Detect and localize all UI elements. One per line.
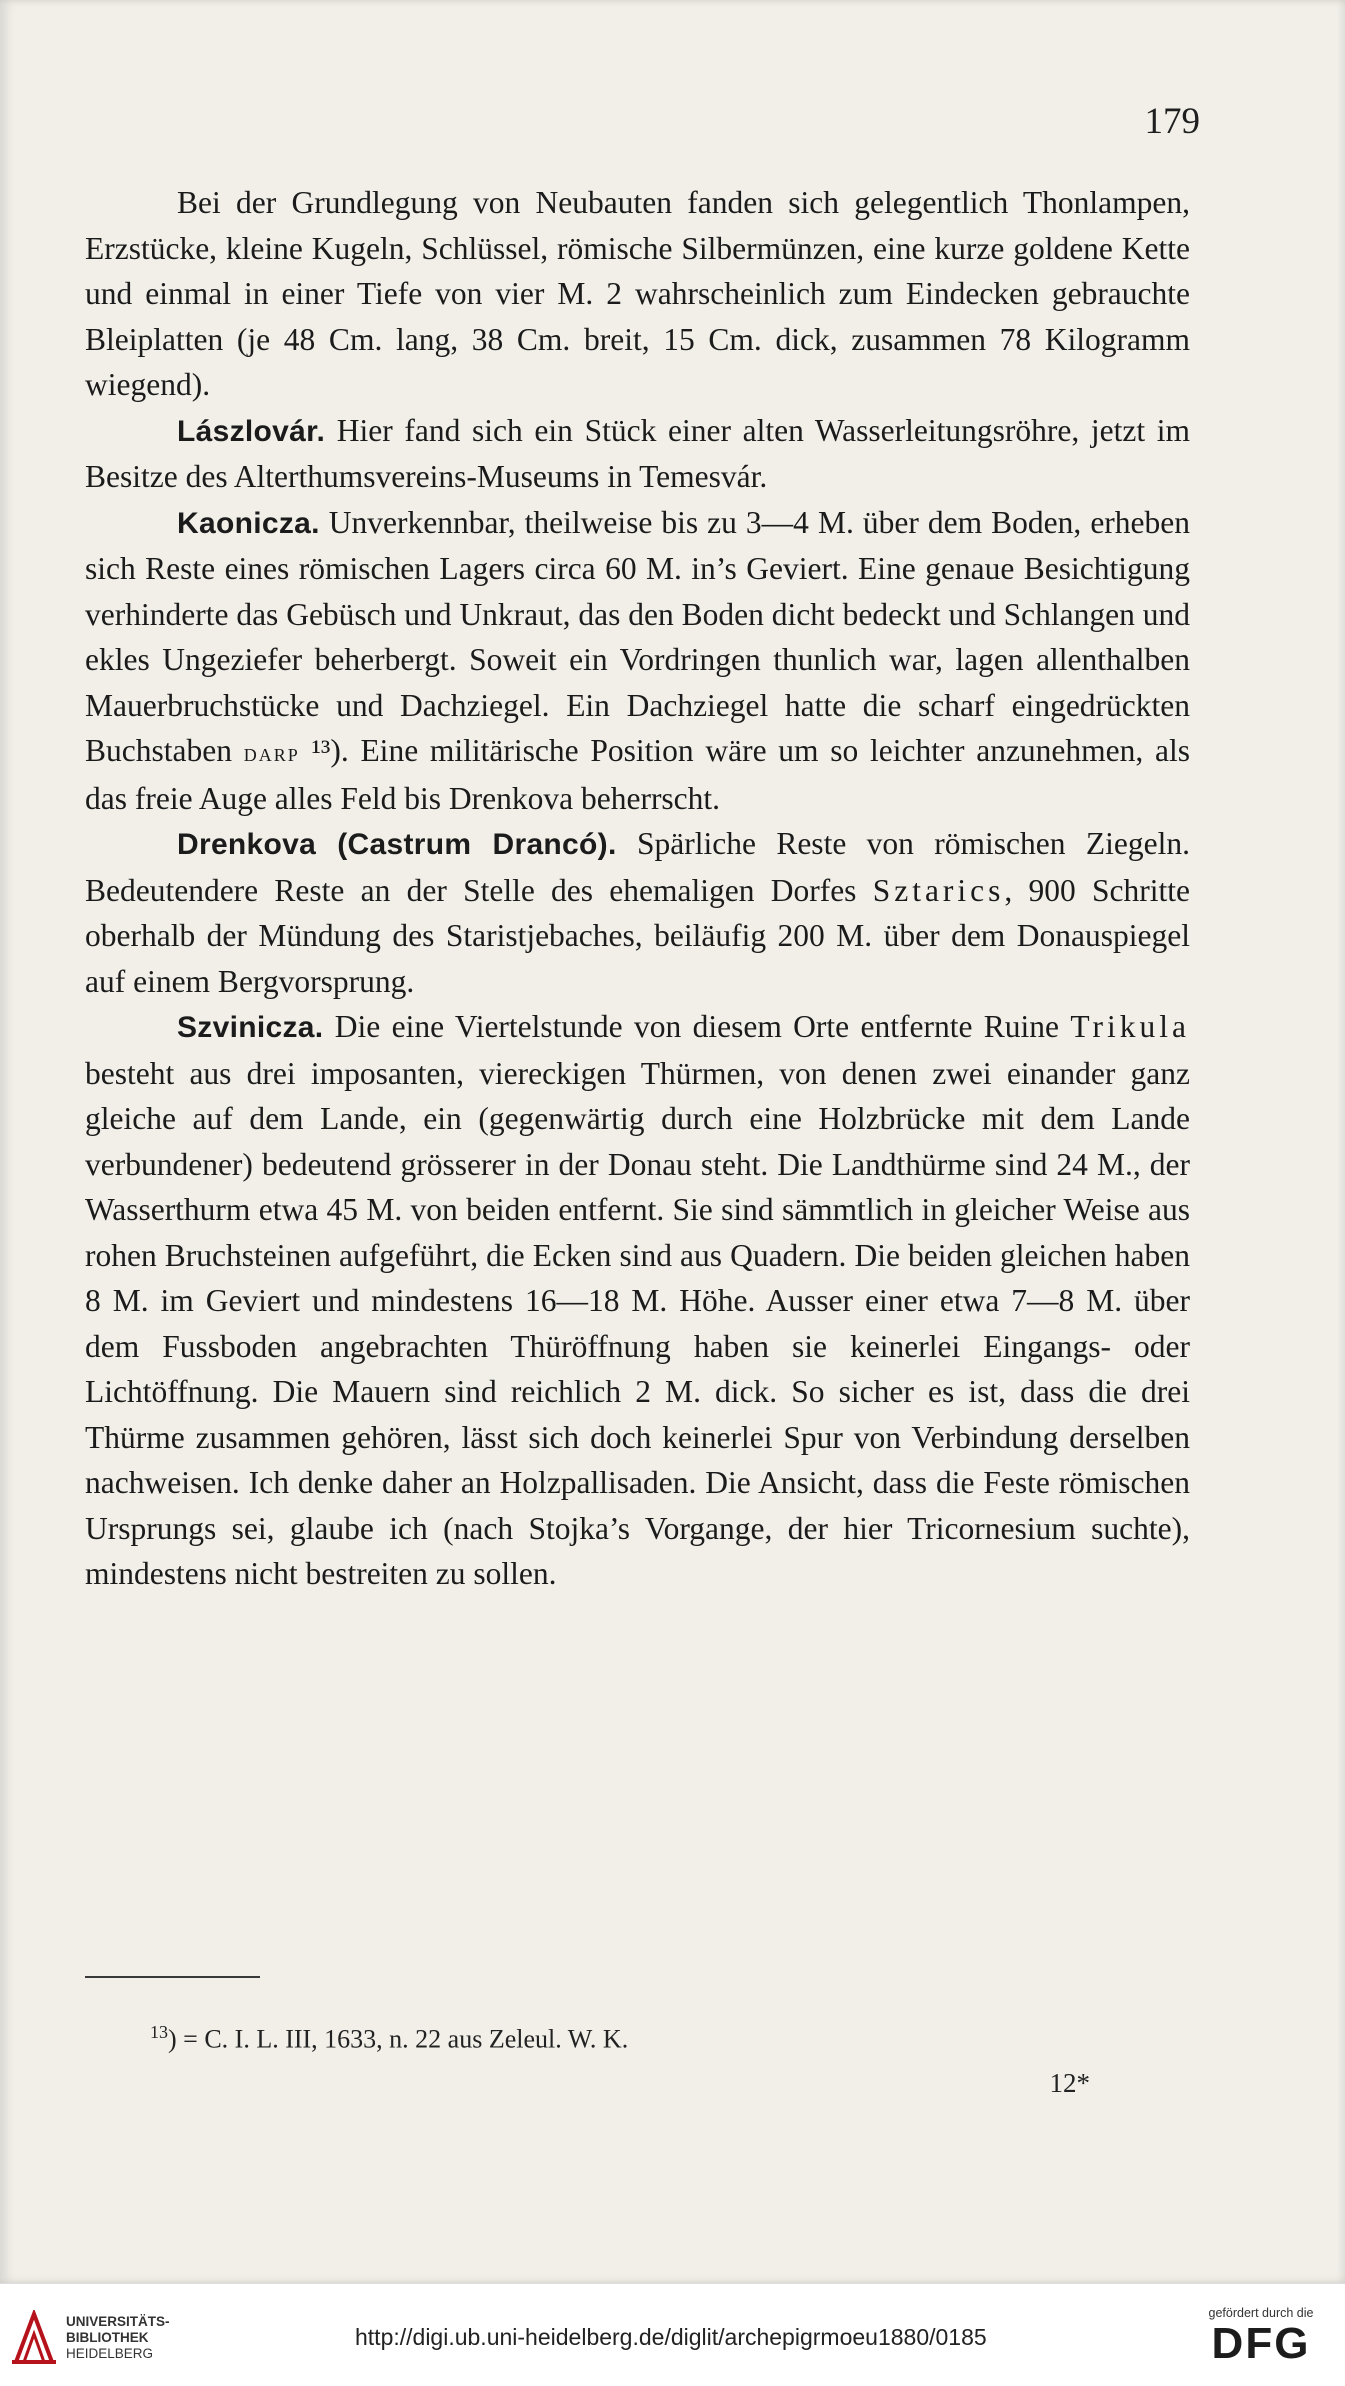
library-line-3: HEIDELBERG (66, 2346, 154, 2361)
funding-credit (1191, 2306, 1331, 2368)
signature-mark: 12* (1049, 2068, 1090, 2098)
permalink-url[interactable]: http://digi.ub.uni-heidelberg.de/diglit/archepigrmoeu1880/0185 (355, 2324, 987, 2350)
university-library-logo-icon (12, 2310, 56, 2366)
paragraph-text: Spärliche Reste von römischen Ziegeln. Bedeutendere Reste an der Stelle des ehemaligen Dorfes (85, 826, 1190, 908)
paragraph-text: Bei der Grundlegung von Neubauten fanden sich gelegentlich Thonlampen, Erzstücke, kleine Kugeln, Schlüssel, römische Silbermünzen, eine kurze goldene Kette und einmal in einer Tiefe von vier M. 2 wahrscheinlich zum Eindecken gebrauchte Bleiplatten (je 48 Cm. lang, 38 Cm. breit, 15 Cm. dick, zusammen 78 Kilogramm wiegend). (85, 185, 1190, 402)
place-heading: Szvinicza. (177, 1011, 324, 1044)
library-line-2: BIBLIOTHEK (66, 2330, 149, 2345)
body-text (85, 180, 1190, 1597)
footnote (150, 2022, 628, 2055)
emphasized-text: Trikula (1070, 1009, 1190, 1044)
place-heading: Drenkova (Castrum Drancó). (177, 828, 617, 861)
viewer-footer (0, 2283, 1345, 2386)
paragraph-text: ¹³). Eine militärische Position wäre um so leichter anzunehmen, als das freie Auge alles Feld bis Drenkova beherrscht. (85, 733, 1190, 816)
paragraph-text: Die eine Viertelstunde von diesem Orte entfernte Ruine (323, 1009, 1071, 1044)
paragraph (85, 821, 1190, 1004)
dfg-logo: DFG (1211, 2319, 1311, 2368)
library-name (66, 2314, 170, 2362)
footnote-divider (85, 1976, 260, 1978)
funding-label: gefördert durch die (1208, 2306, 1314, 2320)
footnote-text: ) = C. I. L. III, 1633, n. 22 aus Zeleul. W. K. (168, 2024, 629, 2054)
paragraph (85, 500, 1190, 822)
page-number: 179 (1144, 101, 1200, 142)
paragraph-text: , 900 Schritte oberhalb der Mündung des Staristjebaches, beiläufig 200 M. über dem Donauspiegel auf einem Bergvorsprung. (85, 872, 1190, 999)
emphasized-text: darp (243, 738, 300, 767)
place-heading: Lászlovár. (177, 414, 326, 448)
footnote-marker: 13 (150, 2022, 168, 2042)
paragraph (85, 1004, 1190, 1597)
library-line-1: UNIVERSITÄTS- (66, 2314, 170, 2329)
paragraph-text: besteht aus drei imposanten, viereckigen Thürmen, von denen zwei einander ganz gleiche auf dem Lande, ein (gegenwärtig durch eine Holzbrücke mit dem Lande verbundener) bedeutend grösserer in der Donau steht. Die Landthürme sind 24 M., der Wasserthurm etwa 45 M. von beiden entfernt. Sie sind sämmtlich in gleicher Weise aus rohen Bruchsteinen aufgeführt, die Ecken sind aus Quadern. Die beiden gleichen haben 8 M. im Geviert und mindestens 16—18 M. Höhe. Ausser einer etwa 7—8 M. über dem Fussboden angebrachten Thüröffnung haben sie keinerlei Eingangs- oder Lichtöffnung. Die Mauern sind reichlich 2 M. dick. So sicher es ist, dass die drei Thürme zusammen gehören, lässt sich doch keinerlei Spur von Verbindung derselben nachweisen. Ich denke daher an Holzpallisaden. Die Ansicht, dass die Feste römischen Ursprungs sei, glaube ich (nach Stojka’s Vorgange, der hier Tricornesium suchte), mindestens nicht bestreiten zu sollen. (85, 1055, 1190, 1591)
paragraph (85, 408, 1190, 500)
paragraph-text: Unverkennbar, theilweise bis zu 3—4 M. über dem Boden, erheben sich Reste eines römischen Lagers circa 60 M. in’s Geviert. Eine genaue Besichtigung verhinderte das Gebüsch und Unkraut, das den Boden dicht bedeckt und Schlangen und ekles Ungeziefer beherbergt. Soweit ein Vordringen thunlich war, lagen allenthalben Mauerbruchstücke und Dachziegel. Ein Dachziegel hatte die scharf eingedrückten Buchstaben (85, 504, 1190, 768)
emphasized-text: Sztarics (872, 872, 1005, 908)
paragraph-text: Hier fand sich ein Stück einer alten Wasserleitungsröhre, jetzt im Besitze des Alterthumsvereins-Museums in Temesvár. (85, 412, 1190, 494)
paragraph (85, 180, 1190, 408)
place-heading: Kaonicza. (177, 506, 320, 540)
